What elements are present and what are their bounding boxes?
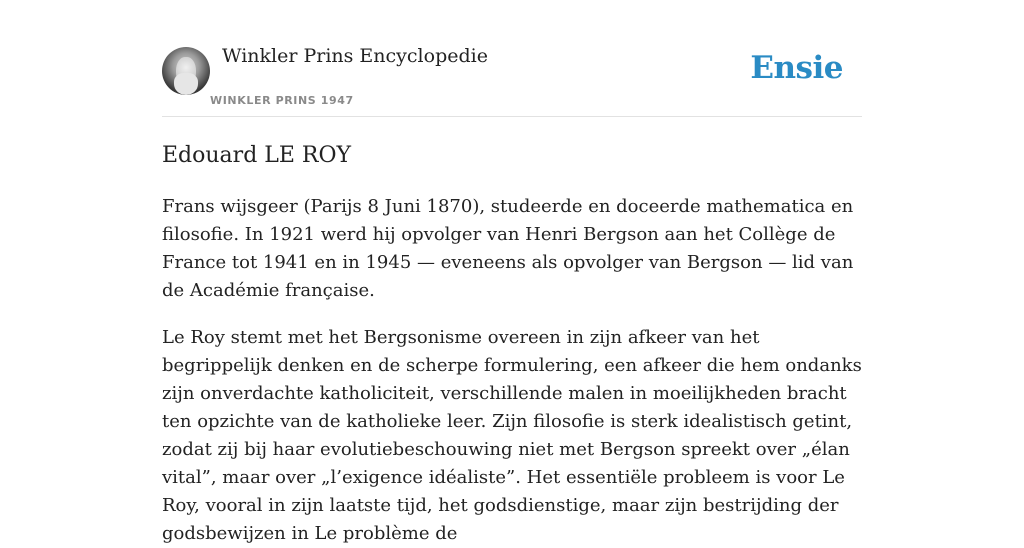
edition-label: WINKLER PRINS 1947 bbox=[210, 94, 354, 107]
avatar-beard bbox=[174, 73, 198, 95]
page bbox=[162, 0, 862, 548]
author-avatar-icon[interactable] bbox=[162, 47, 210, 95]
article-title: Edouard LE ROY bbox=[162, 143, 352, 168]
site-header bbox=[162, 0, 862, 117]
ensie-logo[interactable]: Ensie bbox=[750, 50, 843, 86]
article bbox=[162, 143, 862, 548]
article-paragraph-1: Frans wijsgeer (Parijs 8 Juni 1870), studeerde en doceerde mathematica en filosofie. In 1921 werd hij opvolger van Henri Bergson aan het Collège de France tot 1941 en in 1945 — eveneens als opvolger van Bergson — lid van de Académie française. bbox=[162, 196, 854, 301]
article-paragraph-2: Le Roy stemt met het Bergsonisme overeen in zijn afkeer van het begrippelijk denken en de scherpe formulering, een afkeer die hem ondanks zijn onverdachte katholiciteit, verschillende malen in moeilijkheden bracht ten opzichte van de katholieke leer. Zijn filosofie is sterk idealistisch getint, zodat zij bij haar evolutiebeschouwing niet met Bergson spreekt over „élan vital”, maar over „l’exigence idéaliste”. Het essentiële probleem is voor Le Roy, vooral in zijn laatste tijd, het godsdienstige, maar zijn bestrijding der godsbewijzen in Le problème de bbox=[162, 327, 862, 544]
encyclopedia-name-link[interactable]: Winkler Prins Encyclopedie bbox=[222, 45, 488, 67]
